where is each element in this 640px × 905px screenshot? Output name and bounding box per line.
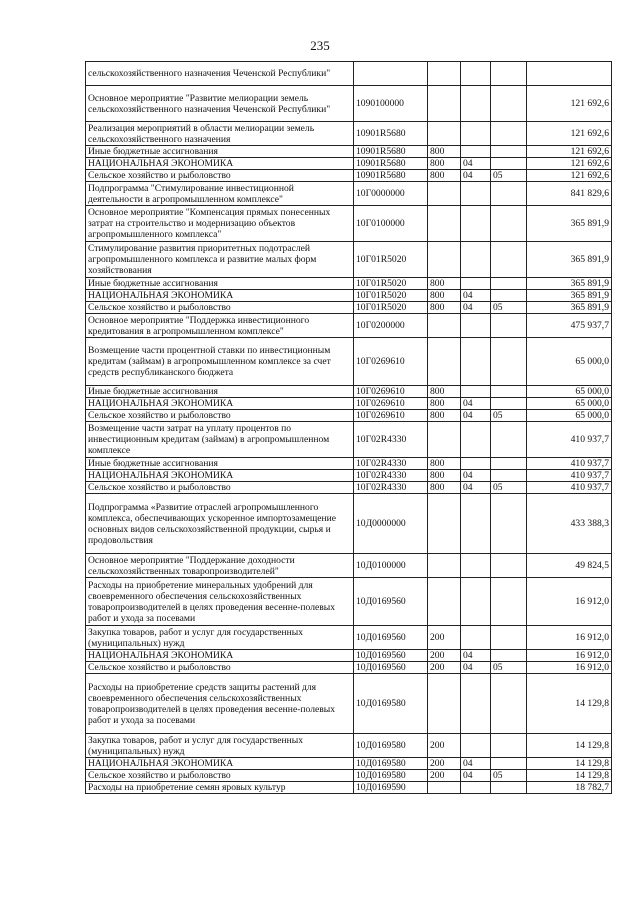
row-expense-type: [428, 674, 461, 734]
row-expense-type: [428, 494, 461, 554]
row-code: 10901R5680: [354, 170, 428, 182]
row-name: Реализация мероприятий в области мелиорации земель сельскохозяйственного назначения: [86, 122, 354, 146]
budget-table: [85, 61, 612, 794]
row-code: 10Г02R4330: [354, 470, 428, 482]
table-row: [86, 758, 612, 770]
row-expense-type: 200: [428, 650, 461, 662]
row-section: [461, 422, 491, 458]
row-amount: 18 782,7: [527, 782, 612, 794]
row-subsection: [491, 470, 527, 482]
row-subsection: 05: [491, 302, 527, 314]
row-subsection: [491, 122, 527, 146]
row-code: 10Г01R5020: [354, 242, 428, 278]
row-subsection: [491, 314, 527, 338]
row-name: Сельское хозяйство и рыболовство: [86, 302, 354, 314]
row-code: 10Д0169580: [354, 734, 428, 758]
row-subsection: [491, 278, 527, 290]
row-name: Основное мероприятие "Поддержка инвестиционного кредитования в агропромышленном комплексе": [86, 314, 354, 338]
row-name: Сельское хозяйство и рыболовство: [86, 410, 354, 422]
row-code: 10Д0000000: [354, 494, 428, 554]
row-name: НАЦИОНАЛЬНАЯ ЭКОНОМИКА: [86, 158, 354, 170]
table-row: [86, 482, 612, 494]
table-row: [86, 314, 612, 338]
row-amount: 475 937,7: [527, 314, 612, 338]
row-amount: 121 692,6: [527, 122, 612, 146]
row-code: 10Г0200000: [354, 314, 428, 338]
row-section: [461, 578, 491, 626]
row-amount: 14 129,8: [527, 674, 612, 734]
row-section: [461, 146, 491, 158]
row-expense-type: 800: [428, 386, 461, 398]
row-section: [461, 338, 491, 386]
row-expense-type: 200: [428, 734, 461, 758]
row-code: 10Г01R5020: [354, 290, 428, 302]
row-name: Подпрограмма «Развитие отраслей агропромышленного комплекса, обеспечивающих ускоренное импортозамещение основных видов сельскохозяйственной продукции, сырья и продовольствия: [86, 494, 354, 554]
row-name: Иные бюджетные ассигнования: [86, 458, 354, 470]
row-expense-type: [428, 314, 461, 338]
row-code: 10Г0269610: [354, 398, 428, 410]
row-subsection: [491, 782, 527, 794]
row-name: Возмещение части процентной ставки по инвестиционным кредитам (займам) в агропромышленном комплексе за счет средств республиканского бюджета: [86, 338, 354, 386]
row-subsection: 05: [491, 482, 527, 494]
row-code: 10Г0000000: [354, 182, 428, 206]
row-expense-type: [428, 338, 461, 386]
row-name: Закупка товаров, работ и услуг для государственных (муниципальных) нужд: [86, 626, 354, 650]
table-row: [86, 62, 612, 86]
row-name: Расходы на приобретение семян яровых культур: [86, 782, 354, 794]
table-row: [86, 626, 612, 650]
row-section: [461, 278, 491, 290]
table-row: [86, 398, 612, 410]
table-row: [86, 278, 612, 290]
row-expense-type: 800: [428, 278, 461, 290]
row-amount: 14 129,8: [527, 734, 612, 758]
row-expense-type: [428, 182, 461, 206]
row-amount: 121 692,6: [527, 86, 612, 122]
table-row: [86, 170, 612, 182]
row-code: 10901R5680: [354, 158, 428, 170]
table-row: [86, 410, 612, 422]
row-amount: 365 891,9: [527, 302, 612, 314]
row-amount: 16 912,0: [527, 578, 612, 626]
table-row: [86, 86, 612, 122]
row-name: Подпрограмма "Стимулирование инвестиционной деятельности в агропромышленном комплексе": [86, 182, 354, 206]
row-expense-type: 200: [428, 662, 461, 674]
row-section: 04: [461, 758, 491, 770]
row-code: 1090100000: [354, 86, 428, 122]
row-expense-type: 200: [428, 758, 461, 770]
table-row: [86, 554, 612, 578]
row-subsection: [491, 158, 527, 170]
table-row: [86, 650, 612, 662]
row-name: Расходы на приобретение минеральных удобрений для своевременного обеспечения сельскохозяйственных товаропроизводителей в целях проведения весенне-полевых работ и ухода за посевами: [86, 578, 354, 626]
row-expense-type: [428, 122, 461, 146]
budget-table-body: [86, 62, 612, 794]
row-name: Основное мероприятие "Компенсация прямых понесенных затрат на строительство и модернизацию объектов агропромышленного комплекса": [86, 206, 354, 242]
row-code: 10Г0269610: [354, 338, 428, 386]
row-subsection: [491, 398, 527, 410]
row-name: Возмещение части затрат на уплату процентов по инвестиционным кредитам (займам) в агропромышленном комплексе: [86, 422, 354, 458]
row-section: [461, 626, 491, 650]
row-section: 04: [461, 482, 491, 494]
row-amount: 65 000,0: [527, 338, 612, 386]
row-code: 10Г02R4330: [354, 458, 428, 470]
row-section: 04: [461, 290, 491, 302]
row-section: 04: [461, 770, 491, 782]
row-code: 10Г01R5020: [354, 302, 428, 314]
row-section: [461, 554, 491, 578]
row-code: 10Д0169580: [354, 770, 428, 782]
table-row: [86, 206, 612, 242]
row-name: Расходы на приобретение средств защиты растений для своевременного обеспечения сельскохозяйственных товаропроизводителей в целях проведения весенне-полевых работ и ухода за посевами: [86, 674, 354, 734]
row-amount: 365 891,9: [527, 242, 612, 278]
row-amount: 433 388,3: [527, 494, 612, 554]
row-name: Сельское хозяйство и рыболовство: [86, 170, 354, 182]
row-name: Сельское хозяйство и рыболовство: [86, 770, 354, 782]
table-row: [86, 146, 612, 158]
row-name: Основное мероприятие "Поддержание доходности сельскохозяйственных товаропроизводителей": [86, 554, 354, 578]
row-amount: 65 000,0: [527, 386, 612, 398]
row-code: 10Д0169560: [354, 578, 428, 626]
row-subsection: [491, 242, 527, 278]
row-name: Иные бюджетные ассигнования: [86, 386, 354, 398]
row-amount: 121 692,6: [527, 146, 612, 158]
row-expense-type: 800: [428, 482, 461, 494]
row-subsection: [491, 650, 527, 662]
row-subsection: [491, 422, 527, 458]
row-subsection: 05: [491, 770, 527, 782]
row-subsection: [491, 386, 527, 398]
row-section: [461, 206, 491, 242]
table-row: [86, 458, 612, 470]
table-row: [86, 578, 612, 626]
row-expense-type: 800: [428, 458, 461, 470]
row-amount: [527, 62, 612, 86]
row-amount: 121 692,6: [527, 170, 612, 182]
row-section: [461, 314, 491, 338]
row-expense-type: [428, 578, 461, 626]
row-expense-type: [428, 242, 461, 278]
row-amount: 65 000,0: [527, 410, 612, 422]
table-row: [86, 422, 612, 458]
row-section: 04: [461, 650, 491, 662]
row-expense-type: 800: [428, 470, 461, 482]
row-code: 10Г0269610: [354, 410, 428, 422]
row-expense-type: [428, 422, 461, 458]
row-section: 04: [461, 470, 491, 482]
row-name: Стимулирование развития приоритетных подотраслей агропромышленного комплекса и развитие малых форм хозяйствования: [86, 242, 354, 278]
row-section: [461, 494, 491, 554]
row-code: 10Д0169580: [354, 674, 428, 734]
row-amount: 16 912,0: [527, 650, 612, 662]
row-section: [461, 386, 491, 398]
row-amount: 410 937,7: [527, 482, 612, 494]
row-expense-type: 800: [428, 158, 461, 170]
row-amount: 410 937,7: [527, 458, 612, 470]
row-section: 04: [461, 398, 491, 410]
row-expense-type: [428, 206, 461, 242]
row-code: 10Г01R5020: [354, 278, 428, 290]
row-expense-type: 800: [428, 170, 461, 182]
row-expense-type: [428, 86, 461, 122]
row-code: 10Д0169580: [354, 758, 428, 770]
row-name: сельскохозяйственного назначения Чеченской Республики": [86, 62, 354, 86]
row-subsection: [491, 758, 527, 770]
row-name: Основное мероприятие "Развитие мелиорации земель сельскохозяйственного назначения Чеченской Республики": [86, 86, 354, 122]
row-section: [461, 182, 491, 206]
row-amount: 49 824,5: [527, 554, 612, 578]
row-name: НАЦИОНАЛЬНАЯ ЭКОНОМИКА: [86, 470, 354, 482]
table-row: [86, 494, 612, 554]
row-subsection: [491, 734, 527, 758]
row-expense-type: 800: [428, 410, 461, 422]
row-section: [461, 734, 491, 758]
table-row: [86, 122, 612, 146]
row-section: [461, 458, 491, 470]
row-expense-type: [428, 554, 461, 578]
row-subsection: [491, 146, 527, 158]
row-section: [461, 122, 491, 146]
row-name: Сельское хозяйство и рыболовство: [86, 662, 354, 674]
row-expense-type: 800: [428, 302, 461, 314]
row-amount: 14 129,8: [527, 770, 612, 782]
row-amount: 365 891,9: [527, 278, 612, 290]
table-row: [86, 338, 612, 386]
row-subsection: [491, 86, 527, 122]
table-row: [86, 770, 612, 782]
row-subsection: [491, 62, 527, 86]
row-amount: 410 937,7: [527, 470, 612, 482]
row-expense-type: 800: [428, 290, 461, 302]
row-name: Сельское хозяйство и рыболовство: [86, 482, 354, 494]
table-row: [86, 242, 612, 278]
row-name: Закупка товаров, работ и услуг для государственных (муниципальных) нужд: [86, 734, 354, 758]
row-amount: 841 829,6: [527, 182, 612, 206]
row-subsection: [491, 182, 527, 206]
row-subsection: 05: [491, 170, 527, 182]
row-code: 10Г02R4330: [354, 422, 428, 458]
table-row: [86, 470, 612, 482]
table-row: [86, 734, 612, 758]
row-section: 04: [461, 158, 491, 170]
row-amount: 410 937,7: [527, 422, 612, 458]
page-number: 235: [310, 38, 330, 53]
row-subsection: [491, 674, 527, 734]
row-section: 04: [461, 410, 491, 422]
row-section: 04: [461, 170, 491, 182]
row-section: [461, 782, 491, 794]
row-expense-type: [428, 782, 461, 794]
row-subsection: [491, 338, 527, 386]
row-name: Иные бюджетные ассигнования: [86, 146, 354, 158]
row-expense-type: 800: [428, 146, 461, 158]
row-amount: 16 912,0: [527, 626, 612, 650]
row-amount: 121 692,6: [527, 158, 612, 170]
row-subsection: [491, 206, 527, 242]
row-code: 10Д0100000: [354, 554, 428, 578]
row-name: НАЦИОНАЛЬНАЯ ЭКОНОМИКА: [86, 398, 354, 410]
row-section: 04: [461, 662, 491, 674]
row-name: НАЦИОНАЛЬНАЯ ЭКОНОМИКА: [86, 650, 354, 662]
row-name: НАЦИОНАЛЬНАЯ ЭКОНОМИКА: [86, 290, 354, 302]
row-code: 10Г02R4330: [354, 482, 428, 494]
row-expense-type: 200: [428, 626, 461, 650]
row-section: [461, 86, 491, 122]
row-amount: 365 891,9: [527, 290, 612, 302]
row-subsection: [491, 458, 527, 470]
row-expense-type: 800: [428, 398, 461, 410]
table-row: [86, 782, 612, 794]
row-code: 10Г0269610: [354, 386, 428, 398]
row-subsection: [491, 578, 527, 626]
table-row: [86, 158, 612, 170]
row-code: 10Д0169590: [354, 782, 428, 794]
row-subsection: 05: [491, 662, 527, 674]
row-code: [354, 62, 428, 86]
row-expense-type: 200: [428, 770, 461, 782]
table-row: [86, 302, 612, 314]
row-amount: 365 891,9: [527, 206, 612, 242]
table-row: [86, 182, 612, 206]
row-subsection: [491, 290, 527, 302]
row-subsection: [491, 494, 527, 554]
row-code: 10901R5680: [354, 146, 428, 158]
table-row: [86, 662, 612, 674]
table-row: [86, 386, 612, 398]
row-subsection: [491, 626, 527, 650]
table-row: [86, 674, 612, 734]
row-amount: 16 912,0: [527, 662, 612, 674]
row-amount: 65 000,0: [527, 398, 612, 410]
row-section: [461, 674, 491, 734]
row-section: [461, 62, 491, 86]
row-code: 10Д0169560: [354, 650, 428, 662]
row-amount: 14 129,8: [527, 758, 612, 770]
row-code: 10Д0169560: [354, 626, 428, 650]
table-row: [86, 290, 612, 302]
row-section: [461, 242, 491, 278]
row-name: Иные бюджетные ассигнования: [86, 278, 354, 290]
row-section: 04: [461, 302, 491, 314]
row-subsection: 05: [491, 410, 527, 422]
row-subsection: [491, 554, 527, 578]
row-code: 10Д0169560: [354, 662, 428, 674]
row-expense-type: [428, 62, 461, 86]
row-code: 10Г0100000: [354, 206, 428, 242]
row-code: 10901R5680: [354, 122, 428, 146]
row-name: НАЦИОНАЛЬНАЯ ЭКОНОМИКА: [86, 758, 354, 770]
